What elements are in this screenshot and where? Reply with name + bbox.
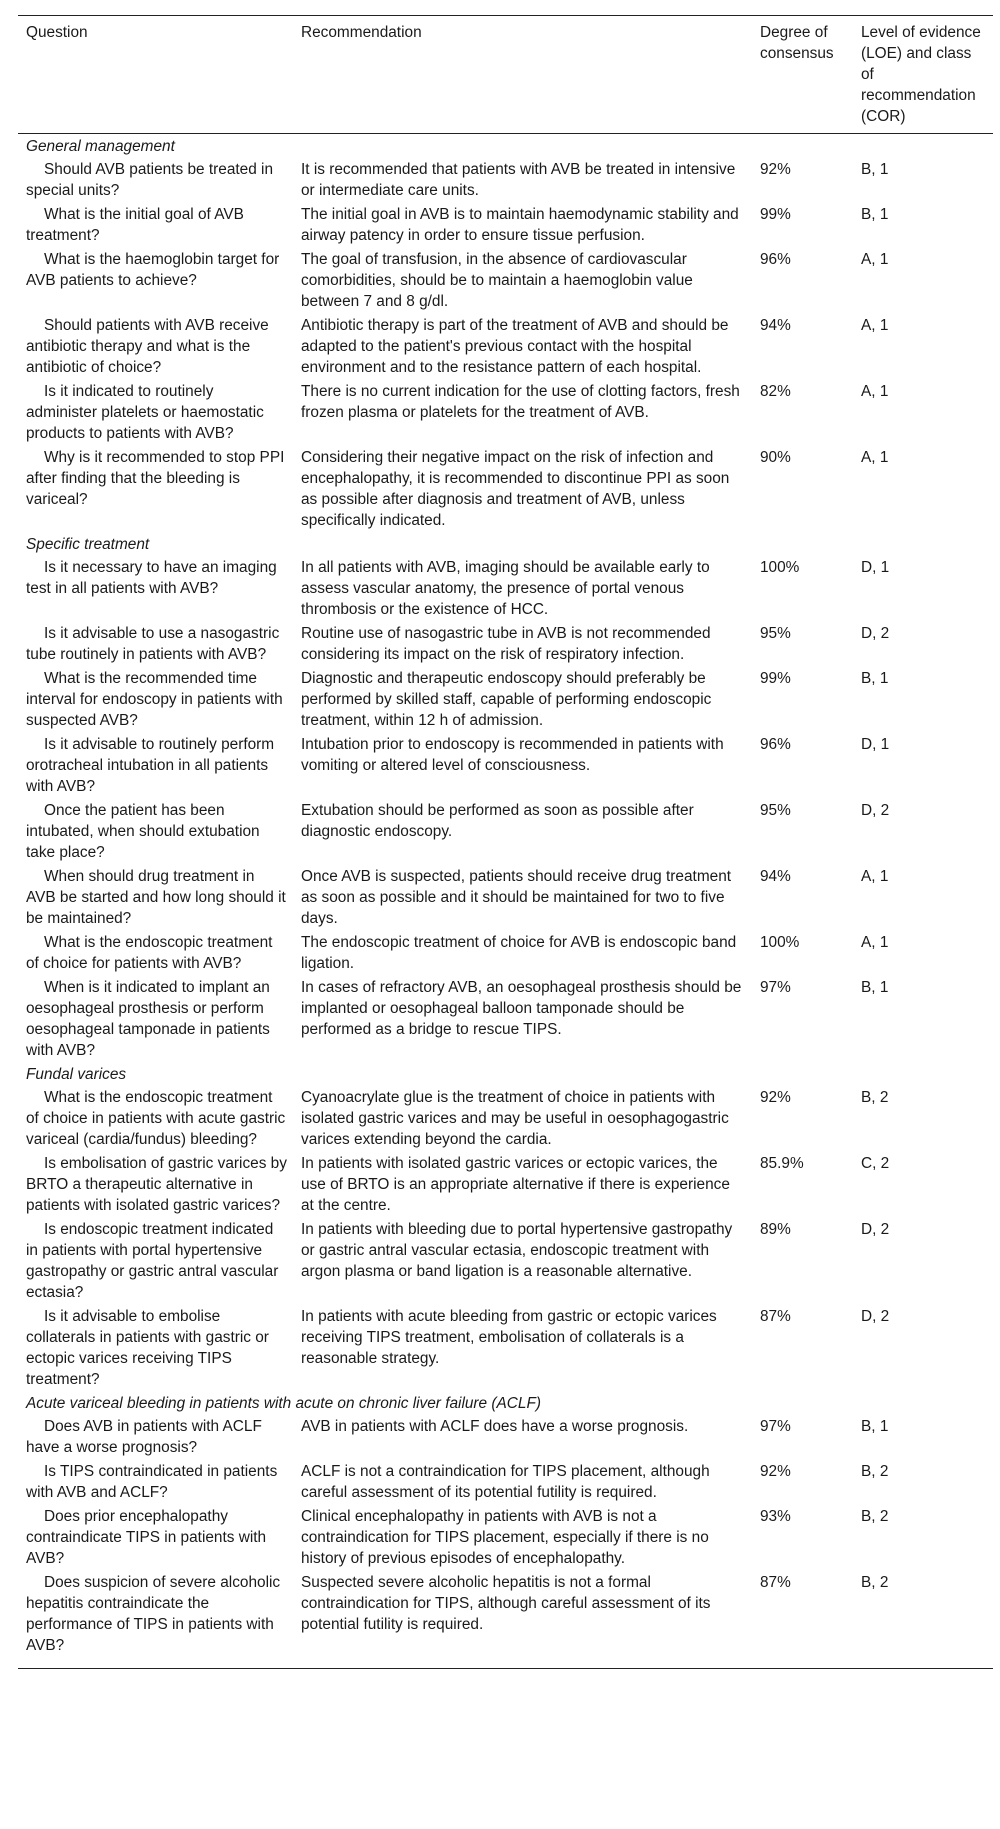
evidence-cell: B, 1 <box>861 979 889 996</box>
table-row <box>18 1304 993 1391</box>
question-cell: Does prior encephalopathy contraindicate TIPS in patients with AVB? <box>26 1508 267 1567</box>
recommendation-cell: Extubation should be performed as soon as possible after diagnostic endoscopy. <box>301 802 694 840</box>
question-cell: When is it indicated to implant an oesophageal prosthesis or perform oesophageal tamponade in patients with AVB? <box>26 979 270 1059</box>
table-row <box>18 1151 993 1217</box>
recommendation-cell: The goal of transfusion, in the absence of cardiovascular comorbidities, should be to maintain a haemoglobin value between 7 and 8 g/dl. <box>301 251 693 310</box>
table-row <box>18 555 993 621</box>
evidence-cell: D, 2 <box>861 625 890 642</box>
recommendation-cell: In patients with bleeding due to portal hypertensive gastropathy or gastric antral vascular ectasia, endoscopic treatment with argon plasma or band ligation is a reasonable alternative. <box>301 1221 733 1280</box>
consensus-cell: 97% <box>760 1418 791 1435</box>
recommendation-cell: Once AVB is suspected, patients should receive drug treatment as soon as possible and it should be maintained for two to five days. <box>301 868 732 927</box>
evidence-cell: B, 2 <box>861 1463 889 1480</box>
evidence-cell: D, 1 <box>861 736 890 753</box>
evidence-cell: B, 1 <box>861 1418 889 1435</box>
recommendation-cell: Diagnostic and therapeutic endoscopy should preferably be performed by skilled staff, capable of performing endoscopic treatment, within 12 h of admission. <box>301 670 712 729</box>
table-row <box>18 247 993 313</box>
recommendation-cell: Cyanoacrylate glue is the treatment of choice in patients with isolated gastric varices and may be useful in oesophagogastric varices extending beyond the cardia. <box>301 1089 729 1148</box>
question-cell: Why is it recommended to stop PPI after finding that the bleeding is variceal? <box>26 449 285 508</box>
recommendation-cell: There is no current indication for the use of clotting factors, fresh frozen plasma or platelets for the treatment of AVB. <box>301 383 740 421</box>
question-cell: What is the endoscopic treatment of choice for patients with AVB? <box>26 934 273 972</box>
question-cell: Is it necessary to have an imaging test in all patients with AVB? <box>26 559 277 597</box>
question-cell: Is it indicated to routinely administer platelets or haemostatic products to patients with AVB? <box>26 383 264 442</box>
section-row <box>18 532 993 555</box>
question-cell: Does AVB in patients with ACLF have a worse prognosis? <box>26 1418 262 1456</box>
table-row <box>18 621 993 666</box>
table-body <box>18 134 993 1669</box>
header-question: Question <box>26 24 88 41</box>
table-row <box>18 975 993 1062</box>
consensus-cell: 85.9% <box>760 1155 804 1172</box>
evidence-cell: B, 1 <box>861 670 889 687</box>
section-row <box>18 1062 993 1085</box>
evidence-cell: B, 1 <box>861 206 889 223</box>
section-title: Specific treatment <box>26 536 150 553</box>
question-cell: Is embolisation of gastric varices by BRTO a therapeutic alternative in patients with isolated gastric varices? <box>26 1155 287 1214</box>
header-consensus: Degree of consensus <box>760 24 834 62</box>
table-row <box>18 1414 993 1459</box>
consensus-cell: 89% <box>760 1221 791 1238</box>
question-cell: Once the patient has been intubated, when should extubation take place? <box>26 802 260 861</box>
question-cell: When should drug treatment in AVB be started and how long should it be maintained? <box>26 868 286 927</box>
question-cell: Is it advisable to embolise collaterals in patients with gastric or ectopic varices receiving TIPS treatment? <box>26 1308 269 1388</box>
recommendations-table <box>18 15 993 1668</box>
consensus-cell: 82% <box>760 383 791 400</box>
consensus-cell: 99% <box>760 206 791 223</box>
evidence-cell: B, 2 <box>861 1574 889 1591</box>
consensus-cell: 100% <box>760 934 800 951</box>
question-cell: What is the initial goal of AVB treatment? <box>26 206 244 244</box>
question-cell: Is it advisable to routinely perform orotracheal intubation in all patients with AVB? <box>26 736 275 795</box>
section-title: Fundal varices <box>26 1066 127 1083</box>
consensus-cell: 87% <box>760 1308 791 1325</box>
recommendation-cell: Clinical encephalopathy in patients with AVB is not a contraindication for TIPS placement, especially if there is no history of previous episodes of encephalopathy. <box>301 1508 709 1567</box>
table-row <box>18 445 993 532</box>
evidence-cell: B, 1 <box>861 161 889 178</box>
evidence-cell: D, 1 <box>861 559 890 576</box>
table-row <box>18 157 993 202</box>
table-row <box>18 202 993 247</box>
consensus-cell: 95% <box>760 625 791 642</box>
recommendation-cell: Considering their negative impact on the risk of infection and encephalopathy, it is recommended to discontinue PPI as soon as possible after diagnosis and treatment of AVB, unless specifically indicated. <box>301 449 730 529</box>
table-bottom-rule <box>18 1668 993 1669</box>
evidence-cell: A, 1 <box>861 868 889 885</box>
evidence-cell: A, 1 <box>861 934 889 951</box>
question-cell: What is the haemoglobin target for AVB patients to achieve? <box>26 251 280 289</box>
recommendation-cell: It is recommended that patients with AVB be treated in intensive or intermediate care units. <box>301 161 736 199</box>
section-title: Acute variceal bleeding in patients with acute on chronic liver failure (ACLF) <box>26 1395 541 1412</box>
recommendation-cell: AVB in patients with ACLF does have a worse prognosis. <box>301 1418 689 1435</box>
question-cell: Is it advisable to use a nasogastric tube routinely in patients with AVB? <box>26 625 280 663</box>
consensus-cell: 96% <box>760 251 791 268</box>
table-row <box>18 313 993 379</box>
evidence-cell: A, 1 <box>861 449 889 466</box>
section-row <box>18 134 993 158</box>
recommendation-cell: In cases of refractory AVB, an oesophageal prosthesis should be implanted or oesophageal balloon tamponade should be performed as a bridge to rescue TIPS. <box>301 979 742 1038</box>
header-recommendation: Recommendation <box>301 24 422 41</box>
recommendation-cell: In patients with isolated gastric varices or ectopic varices, the use of BRTO is an appropriate alternative if there is experience at the centre. <box>301 1155 730 1214</box>
table-header <box>18 16 993 134</box>
consensus-cell: 99% <box>760 670 791 687</box>
question-cell: Does suspicion of severe alcoholic hepatitis contraindicate the performance of TIPS in patients with AVB? <box>26 1574 281 1654</box>
recommendation-cell: In patients with acute bleeding from gastric or ectopic varices receiving TIPS treatment, embolisation of collaterals is a reasonable strategy. <box>301 1308 717 1367</box>
evidence-cell: D, 2 <box>861 1221 890 1238</box>
consensus-cell: 95% <box>760 802 791 819</box>
recommendation-cell: Routine use of nasogastric tube in AVB is not recommended considering its impact on the risk of respiratory infection. <box>301 625 711 663</box>
table-row <box>18 1217 993 1304</box>
table-row <box>18 798 993 864</box>
section-row <box>18 1391 993 1414</box>
consensus-cell: 87% <box>760 1574 791 1591</box>
evidence-cell: A, 1 <box>861 251 889 268</box>
evidence-cell: C, 2 <box>861 1155 890 1172</box>
question-cell: Is endoscopic treatment indicated in patients with portal hypertensive gastropathy or gastric antral vascular ectasia? <box>26 1221 279 1301</box>
table-row <box>18 930 993 975</box>
consensus-cell: 94% <box>760 868 791 885</box>
table-row <box>18 1504 993 1570</box>
evidence-cell: B, 2 <box>861 1508 889 1525</box>
recommendation-cell: Antibiotic therapy is part of the treatment of AVB and should be adapted to the patient's previous contact with the hospital environment and to the resistance pattern of each hospital. <box>301 317 729 376</box>
evidence-cell: A, 1 <box>861 317 889 334</box>
recommendation-cell: The endoscopic treatment of choice for AVB is endoscopic band ligation. <box>301 934 737 972</box>
consensus-cell: 97% <box>760 979 791 996</box>
consensus-cell: 100% <box>760 559 800 576</box>
question-cell: Should AVB patients be treated in special units? <box>26 161 274 199</box>
question-cell: Should patients with AVB receive antibiotic therapy and what is the antibiotic of choice? <box>26 317 269 376</box>
section-title: General management <box>26 138 175 155</box>
table-row <box>18 1570 993 1668</box>
evidence-cell: D, 2 <box>861 1308 890 1325</box>
table-row <box>18 666 993 732</box>
consensus-cell: 90% <box>760 449 791 466</box>
table-row <box>18 379 993 445</box>
table-row <box>18 732 993 798</box>
recommendation-cell: ACLF is not a contraindication for TIPS placement, although careful assessment of its potential futility is required. <box>301 1463 710 1501</box>
consensus-cell: 93% <box>760 1508 791 1525</box>
evidence-cell: D, 2 <box>861 802 890 819</box>
evidence-cell: B, 2 <box>861 1089 889 1106</box>
recommendation-cell: Intubation prior to endoscopy is recommended in patients with vomiting or altered level of consciousness. <box>301 736 724 774</box>
recommendation-cell: Suspected severe alcoholic hepatitis is not a formal contraindication for TIPS, although careful assessment of its potential futility is required. <box>301 1574 711 1633</box>
consensus-cell: 92% <box>760 1463 791 1480</box>
question-cell: Is TIPS contraindicated in patients with AVB and ACLF? <box>26 1463 278 1501</box>
evidence-cell: A, 1 <box>861 383 889 400</box>
consensus-cell: 92% <box>760 1089 791 1106</box>
recommendation-cell: The initial goal in AVB is to maintain haemodynamic stability and airway patency in order to ensure tissue perfusion. <box>301 206 739 244</box>
table-row <box>18 864 993 930</box>
table-row <box>18 1459 993 1504</box>
recommendation-cell: In all patients with AVB, imaging should be available early to assess vascular anatomy, the presence of portal venous thrombosis or the existence of HCC. <box>301 559 710 618</box>
header-evidence: Level of evidence (LOE) and class of recommendation (COR) <box>861 24 981 125</box>
question-cell: What is the recommended time interval for endoscopy in patients with suspected AVB? <box>26 670 283 729</box>
table-row <box>18 1085 993 1151</box>
consensus-cell: 94% <box>760 317 791 334</box>
question-cell: What is the endoscopic treatment of choice in patients with acute gastric variceal (cardia/fundus) bleeding? <box>26 1089 286 1148</box>
consensus-cell: 92% <box>760 161 791 178</box>
consensus-cell: 96% <box>760 736 791 753</box>
